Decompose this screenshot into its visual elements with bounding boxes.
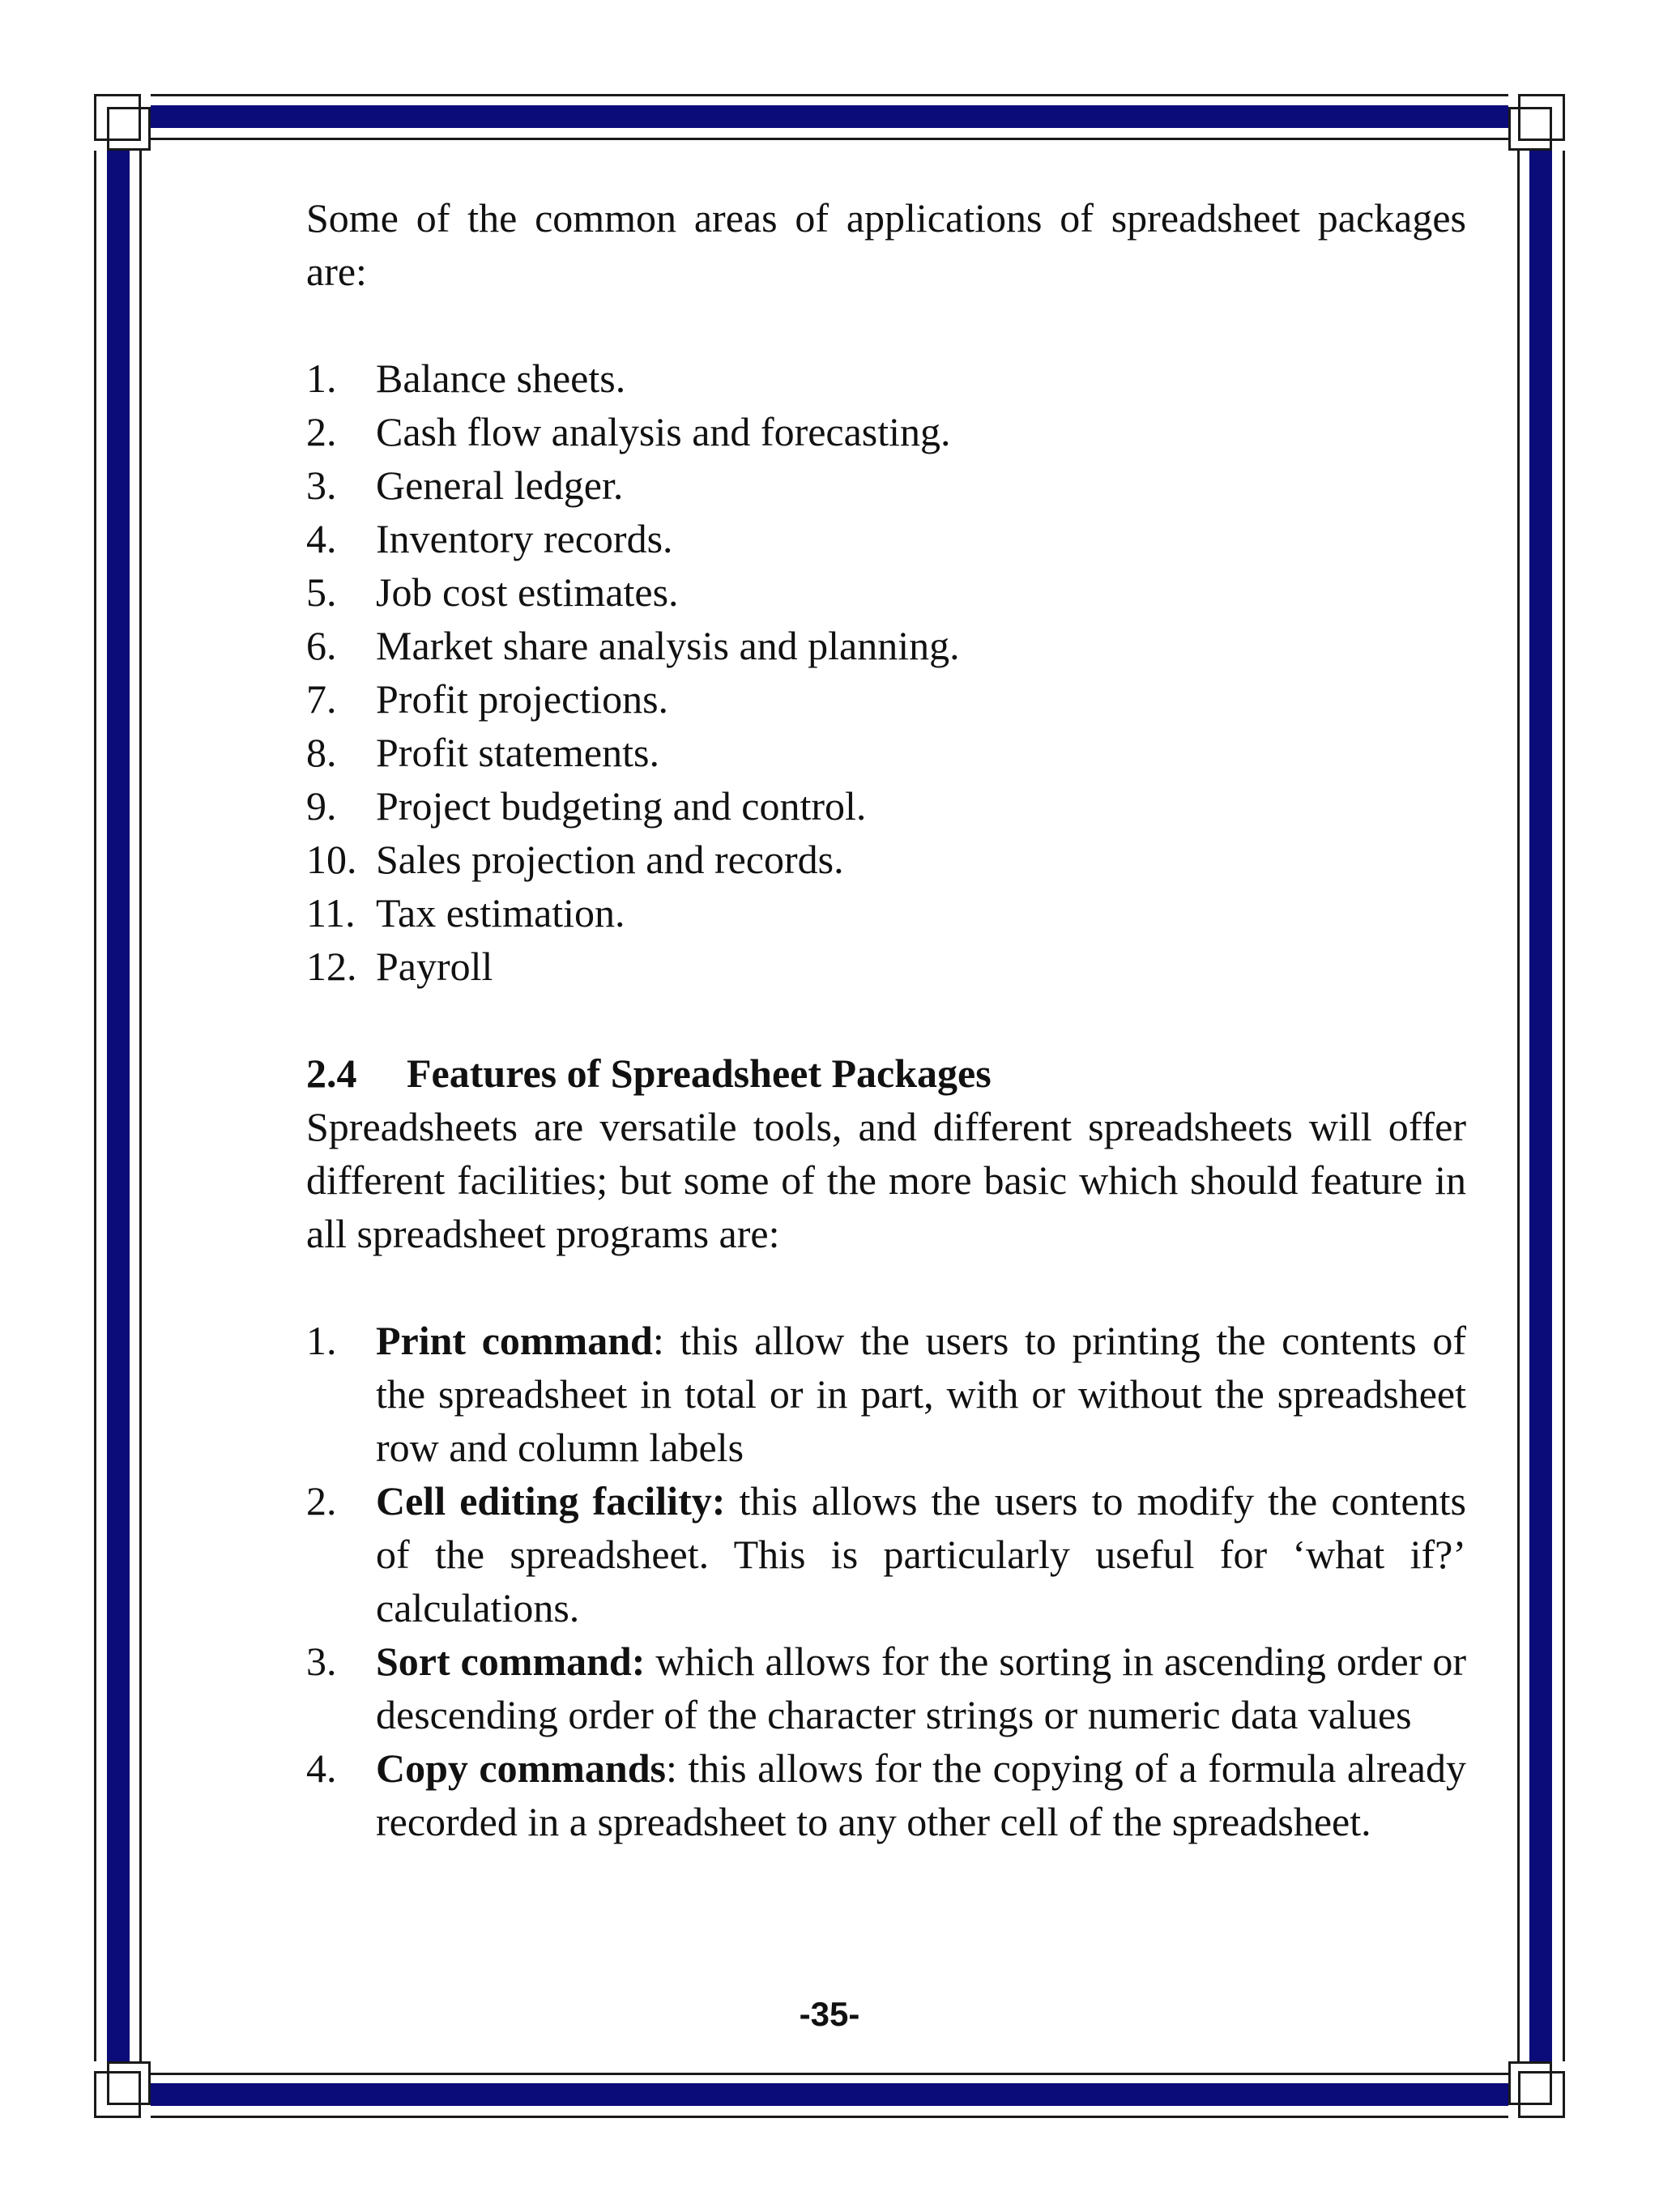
feature-term: Cell editing facility: xyxy=(376,1478,726,1524)
border-corner-ornament xyxy=(1508,2061,1565,2118)
list-item: 9. Project budgeting and control. xyxy=(306,783,867,829)
section-title: Features of Spreadsheet Packages xyxy=(407,1051,992,1096)
feature-term: Copy commands xyxy=(376,1745,666,1791)
feature-term: Sort command: xyxy=(376,1639,646,1684)
list-item: 8. Profit statements. xyxy=(306,730,659,775)
list-item: 2. Cell editing facility: this allows the users to modify the contents of the spreadsheet. This is particularly useful for ‘what if?’ calculations. xyxy=(306,1478,1466,1630)
page-number: -35- xyxy=(799,1995,860,2033)
list-item: 1. Print command: this allow the users to printing the contents of the spreadsheet in total or in part, with or without the spreadsheet row and column labels xyxy=(306,1318,1466,1470)
list-item: 4. Copy commands: this allows for the copying of a formula already recorded in a spreadsheet to any other cell of the spreadsheet. xyxy=(306,1745,1466,1844)
list-item: 3. General ledger. xyxy=(306,462,624,508)
list-item: 7. Profit projections. xyxy=(306,676,669,722)
list-item: 4. Inventory records. xyxy=(306,516,673,561)
section-heading xyxy=(306,1046,1466,1100)
intro-paragraph: Some of the common areas of applications of spreadsheet packages are: xyxy=(306,195,1466,294)
page-content xyxy=(306,191,1466,1848)
list-item: 12. Payroll xyxy=(306,944,493,989)
list-item: 10. Sales projection and records. xyxy=(306,837,844,882)
list-item: 6. Market share analysis and planning. xyxy=(306,623,960,668)
section-paragraph: Spreadsheets are versatile tools, and different spreadsheets will offer different facilities; but some of the more basic which should feature in all spreadsheet programs are: xyxy=(306,1104,1466,1256)
features-list xyxy=(306,1314,1466,1848)
list-item: 11. Tax estimation. xyxy=(306,890,625,936)
list-item: 3. Sort command: which allows for the sorting in ascending order or descending order of the character strings or numeric data values xyxy=(306,1639,1466,1737)
list-item: 2. Cash flow analysis and forecasting. xyxy=(306,409,951,454)
applications-list xyxy=(306,352,1466,993)
border-corner-ornament xyxy=(94,2061,151,2118)
border-corner-ornament xyxy=(1508,94,1565,151)
border-corner-ornament xyxy=(94,94,151,151)
list-item: 1. Balance sheets. xyxy=(306,356,626,401)
section-number: 2.4 xyxy=(306,1051,357,1096)
list-item: 5. Job cost estimates. xyxy=(306,569,679,615)
feature-term: Print command xyxy=(376,1318,653,1363)
